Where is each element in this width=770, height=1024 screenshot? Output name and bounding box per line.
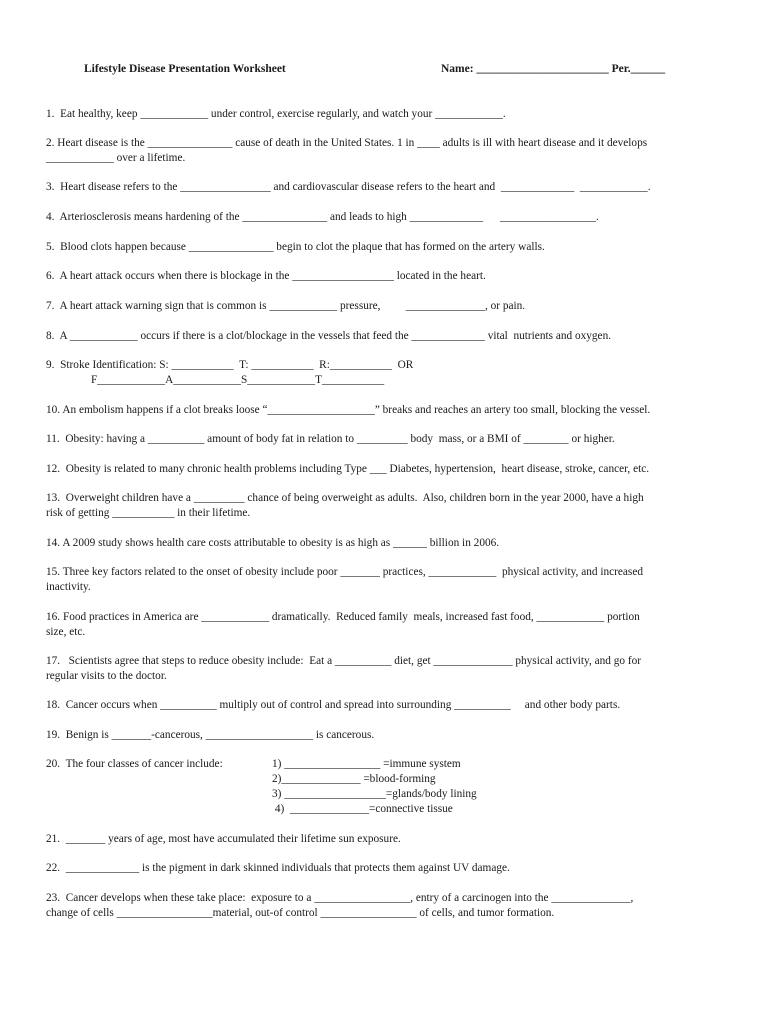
question-23-continued: change of cells _________________material, out-of control _________________ of cells, and tumor formation. (46, 907, 555, 919)
question-18: 18. Cancer occurs when __________ multiply out of control and spread into surrounding __________ and other body parts. (46, 699, 621, 711)
question-17: 17. Scientists agree that steps to reduce obesity include: Eat a __________ diet, get ______________ physical activity, and go for (46, 655, 642, 667)
cancer-class-2: 2)______________ =blood-forming (272, 773, 436, 785)
question-3: 3. Heart disease refers to the ________________ and cardiovascular disease refers to the heart and _____________ ____________. (46, 181, 651, 193)
question-16-continued: size, etc. (46, 626, 86, 638)
question-15: 15. Three key factors related to the onset of obesity include poor _______ practices, ____________ physical activity, and increased (46, 566, 643, 578)
question-2-continued: ____________ over a lifetime. (46, 152, 186, 164)
question-4: 4. Arteriosclerosis means hardening of the _______________ and leads to high _____________ _________________. (46, 211, 599, 223)
question-11: 11. Obesity: having a __________ amount of body fat in relation to _________ body mass, or a BMI of ________ or higher. (46, 433, 615, 445)
question-5: 5. Blood clots happen because _______________ begin to clot the plaque that has formed on the artery walls. (46, 241, 545, 253)
question-19: 19. Benign is _______-cancerous, ___________________ is cancerous. (46, 729, 375, 741)
question-23: 23. Cancer develops when these take place: exposure to a _________________, entry of a carcinogen into the ______________, (46, 892, 634, 904)
question-22: 22. _____________ is the pigment in dark skinned individuals that protects them against UV damage. (46, 862, 510, 874)
cancer-class-3: 3) __________________=glands/body lining (272, 788, 477, 800)
question-20: 20. The four classes of cancer include: (46, 758, 223, 770)
question-16: 16. Food practices in America are ____________ dramatically. Reduced family meals, increased fast food, ____________ portion (46, 611, 640, 623)
name-period-field: Name: _______________________ Per.______ (441, 63, 666, 75)
question-6: 6. A heart attack occurs when there is blockage in the __________________ located in the heart. (46, 270, 486, 282)
cancer-class-1: 1) _________________ =immune system (272, 758, 461, 770)
question-7: 7. A heart attack warning sign that is common is ____________ pressure, ______________, or pain. (46, 300, 526, 312)
question-13-continued: risk of getting ___________ in their lifetime. (46, 507, 251, 519)
question-9: 9. Stroke Identification: S: ___________ T: ___________ R:___________ OR (46, 359, 414, 371)
question-12: 12. Obesity is related to many chronic health problems including Type ___ Diabetes, hypertension, heart disease, stroke, cancer, etc. (46, 463, 650, 475)
question-9-fast: F____________A____________S____________T___________ (91, 374, 385, 386)
question-17-continued: regular visits to the doctor. (46, 670, 167, 682)
question-21: 21. _______ years of age, most have accumulated their lifetime sun exposure. (46, 833, 401, 845)
question-8: 8. A ____________ occurs if there is a clot/blockage in the vessels that feed the _____________ vital nutrients and oxygen. (46, 330, 612, 342)
question-1: 1. Eat healthy, keep ____________ under control, exercise regularly, and watch your ____________. (46, 108, 506, 120)
cancer-class-4: 4) ______________=connective tissue (272, 803, 453, 815)
worksheet-title: Lifestyle Disease Presentation Worksheet (84, 63, 286, 75)
question-2: 2. Heart disease is the _______________ cause of death in the United States. 1 in ____ adults is ill with heart disease and it develops (46, 137, 648, 149)
question-15-continued: inactivity. (46, 581, 91, 593)
question-13: 13. Overweight children have a _________ chance of being overweight as adults. Also, children born in the year 2000, have a high (46, 492, 644, 504)
question-14: 14. A 2009 study shows health care costs attributable to obesity is as high as ______ billion in 2006. (46, 537, 500, 549)
question-10: 10. An embolism happens if a clot breaks loose “___________________” breaks and reaches an artery too small, blocking the vessel. (46, 404, 651, 416)
